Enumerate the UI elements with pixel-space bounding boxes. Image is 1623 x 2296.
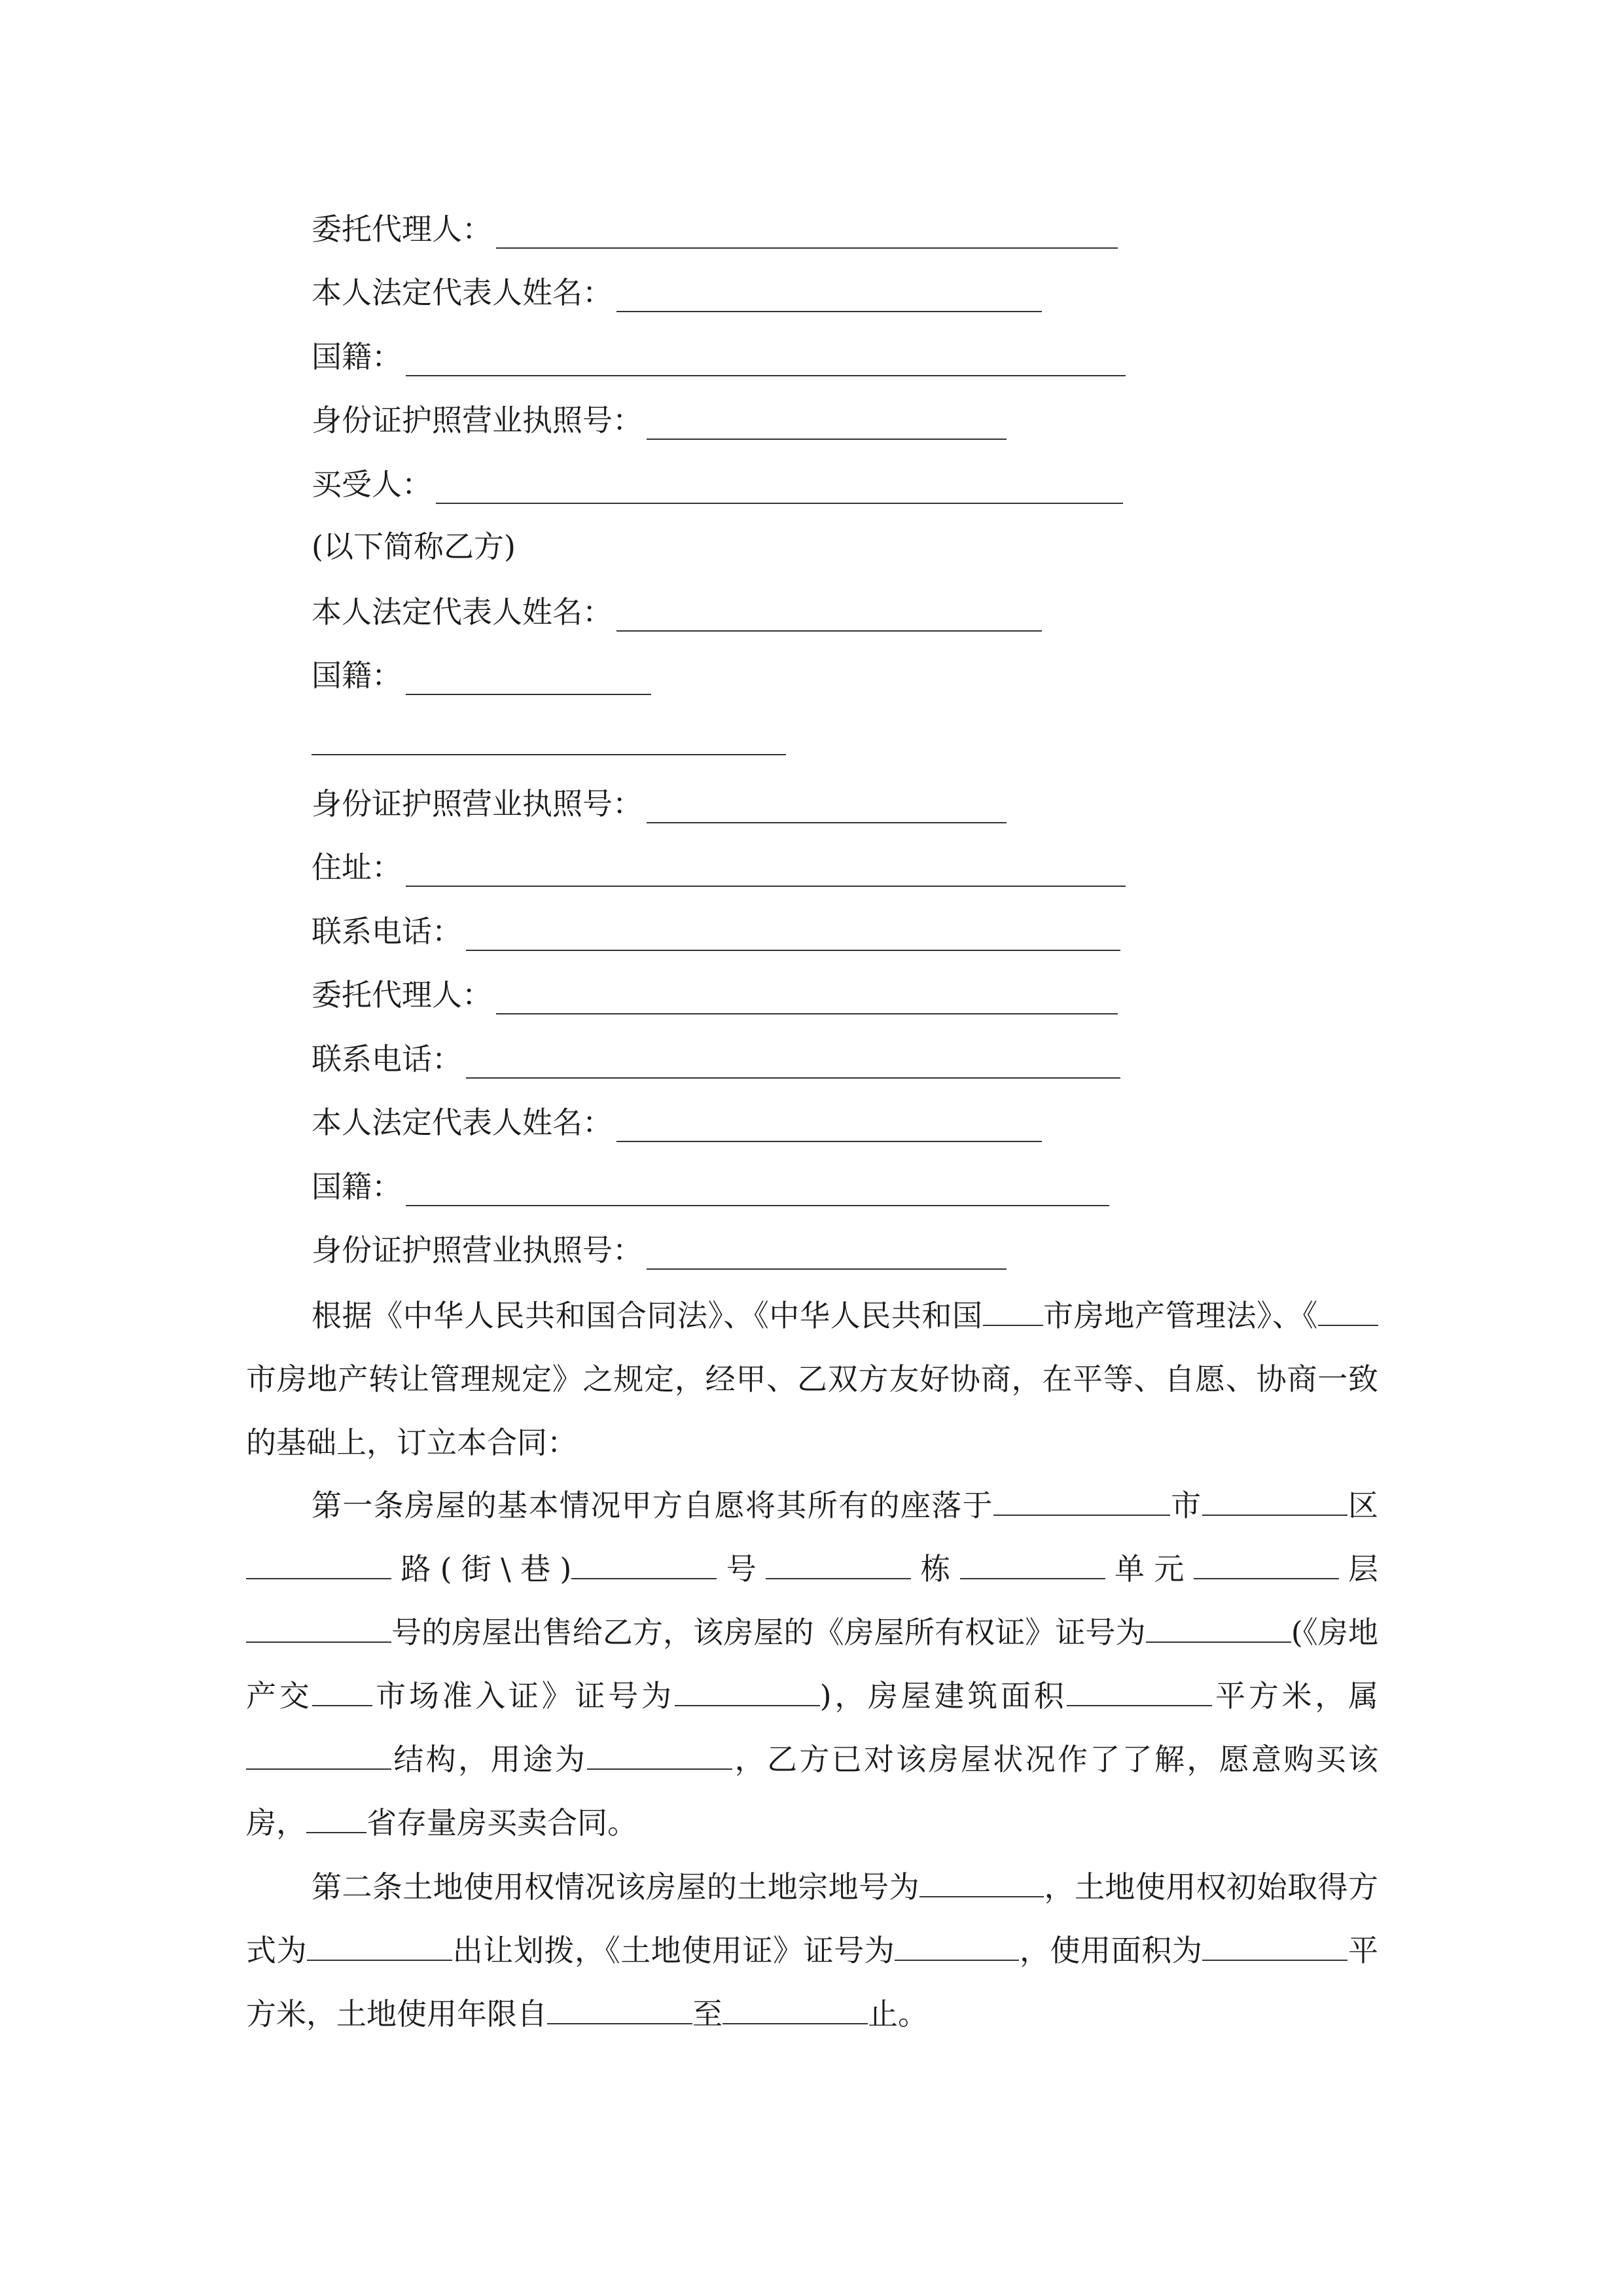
- article-2-text-1: 第二条土地使用权情况该房屋的土地宗地号为: [312, 1869, 920, 1905]
- field-nationality-3: [312, 1167, 1109, 1206]
- blank-use[interactable]: [587, 1733, 732, 1770]
- field-blank[interactable]: [616, 1107, 1042, 1142]
- field-id-number-2: [312, 784, 1007, 823]
- article-1-text-14: 结构，用途为: [391, 1742, 588, 1777]
- article-1-paragraph: [246, 1474, 1378, 1855]
- blank-number[interactable]: [571, 1543, 717, 1579]
- field-blank[interactable]: [406, 1171, 1109, 1206]
- field-agent-1: [312, 209, 1118, 249]
- article-1-text-11: 市场准入证》证号为: [372, 1678, 675, 1713]
- field-label: 本人法定代表人姓名：: [312, 1105, 613, 1140]
- blank-market-city[interactable]: [312, 1670, 372, 1706]
- article-1-text-7: 单元: [1105, 1551, 1194, 1587]
- field-blank[interactable]: [616, 277, 1042, 312]
- field-blank[interactable]: [647, 404, 1007, 440]
- blank-floor[interactable]: [1194, 1543, 1339, 1579]
- article-1-text-3: 区: [1347, 1488, 1379, 1523]
- article-2-text-4: ，使用面积为: [1019, 1933, 1203, 1968]
- field-blank[interactable]: [406, 852, 1126, 887]
- field-phone-1: [312, 912, 1120, 951]
- blank-district[interactable]: [1202, 1479, 1347, 1516]
- field-legal-rep-1: [312, 273, 1042, 312]
- field-label: 住址：: [312, 850, 402, 885]
- blank-continuation-line[interactable]: [312, 753, 786, 755]
- preamble-text-4: 市房地产转让管理规定》之规定，经甲、乙双方友好协商，在平等、自愿、协商一致的基础上，订立本合同：: [246, 1361, 1378, 1460]
- field-label: 买受人：: [312, 467, 432, 502]
- field-label: 联系电话：: [312, 914, 462, 949]
- field-id-number-1: [312, 401, 1007, 440]
- field-blank[interactable]: [647, 1234, 1007, 1270]
- field-label: 国籍：: [312, 339, 402, 374]
- field-blank[interactable]: [496, 213, 1118, 249]
- article-1-text-13: 平方米，属: [1212, 1678, 1379, 1713]
- article-1-text-10: (《房地产交: [246, 1615, 1378, 1713]
- field-legal-rep-2: [312, 592, 1042, 632]
- preamble-text-3: 《: [1302, 1298, 1319, 1333]
- article-1-text-16: 省存量房买卖合同。: [366, 1805, 637, 1840]
- field-nationality-2: [312, 656, 651, 695]
- preamble-text-1: 根据《中华人民共和国合同法》、《中华人民共和国: [312, 1298, 983, 1333]
- field-label: 国籍：: [312, 1169, 402, 1204]
- article-2-paragraph: [246, 1856, 1378, 2046]
- article-2-text-6: 至: [692, 1996, 722, 2032]
- field-address: [312, 848, 1126, 887]
- field-nationality-1: [312, 337, 1126, 376]
- field-label: 委托代理人：: [312, 211, 492, 247]
- blank-start-date[interactable]: [547, 1988, 692, 2024]
- field-legal-rep-3: [312, 1103, 1042, 1142]
- field-label: (以下简称乙方): [312, 529, 516, 564]
- field-label: 本人法定代表人姓名：: [312, 275, 613, 310]
- blank-acquire-method[interactable]: [307, 1924, 452, 1961]
- article-1-text-1: 第一条房屋的基本情况甲方自愿将其所有的座落于: [312, 1488, 993, 1523]
- article-2-text-7: 止。: [868, 1996, 928, 2032]
- blank-road[interactable]: [246, 1543, 391, 1579]
- blank-cert-number[interactable]: [1146, 1606, 1291, 1643]
- party-b-note: [312, 527, 516, 566]
- field-label: 联系电话：: [312, 1041, 462, 1077]
- blank-parcel-number[interactable]: [919, 1861, 1044, 1897]
- field-label: 委托代理人：: [312, 977, 492, 1013]
- article-1-text-2: 市: [1169, 1488, 1202, 1523]
- blank-province[interactable]: [306, 1797, 366, 1833]
- field-agent-2: [312, 975, 1118, 1014]
- field-blank[interactable]: [466, 1043, 1120, 1079]
- blank-building[interactable]: [766, 1543, 911, 1579]
- blank-city-1[interactable]: [983, 1289, 1043, 1326]
- field-phone-2: [312, 1039, 1120, 1079]
- article-1-text-5: 号: [717, 1551, 766, 1587]
- field-blank[interactable]: [406, 341, 1126, 376]
- preamble-paragraph: [246, 1284, 1378, 1475]
- field-blank[interactable]: [406, 660, 651, 695]
- article-2-text-5: 平方米，土地使用年限自: [246, 1933, 1379, 2032]
- preamble-text-2: 市房地产管理法》、: [1043, 1298, 1303, 1333]
- field-label: 身份证护照营业执照号：: [312, 786, 643, 821]
- article-1-text-9: 号的房屋出售给乙方，该房屋的《房屋所有权证》证号为: [391, 1615, 1146, 1650]
- blank-land-cert[interactable]: [895, 1924, 1019, 1961]
- field-label: 身份证护照营业执照号：: [312, 403, 643, 438]
- blank-land-area[interactable]: [1202, 1924, 1347, 1961]
- article-1-text-8: 层: [1338, 1551, 1379, 1587]
- field-label: 国籍：: [312, 658, 402, 693]
- article-1-text-4: 路(街\巷): [391, 1551, 572, 1587]
- field-label: 身份证护照营业执照号：: [312, 1232, 643, 1268]
- field-blank[interactable]: [436, 469, 1123, 504]
- blank-unit[interactable]: [960, 1543, 1105, 1579]
- article-1-text-12: )，房屋建筑面积: [819, 1678, 1067, 1713]
- blank-structure[interactable]: [246, 1733, 391, 1770]
- blank-city-2[interactable]: [1318, 1289, 1378, 1326]
- article-2-text-3: 出让划拨，《土地使用证》证号为: [452, 1933, 895, 1968]
- blank-city[interactable]: [993, 1479, 1170, 1516]
- blank-room[interactable]: [246, 1606, 391, 1643]
- blank-area[interactable]: [1067, 1670, 1212, 1706]
- field-id-number-3: [312, 1230, 1007, 1270]
- field-blank[interactable]: [496, 979, 1118, 1014]
- field-blank[interactable]: [647, 788, 1007, 823]
- article-1-text-6: 栋: [911, 1551, 960, 1587]
- article-2-text-2: ，土地使用权初始取得方式为: [246, 1869, 1379, 1968]
- field-buyer: [312, 465, 1123, 504]
- article-1-text-15: ，乙方已对该房屋状况作了了解，愿意购买该房，: [246, 1742, 1379, 1840]
- blank-market-cert[interactable]: [675, 1670, 820, 1706]
- blank-end-date[interactable]: [722, 1988, 868, 2024]
- field-label: 本人法定代表人姓名：: [312, 594, 613, 630]
- field-blank[interactable]: [616, 596, 1042, 632]
- field-blank[interactable]: [466, 916, 1120, 951]
